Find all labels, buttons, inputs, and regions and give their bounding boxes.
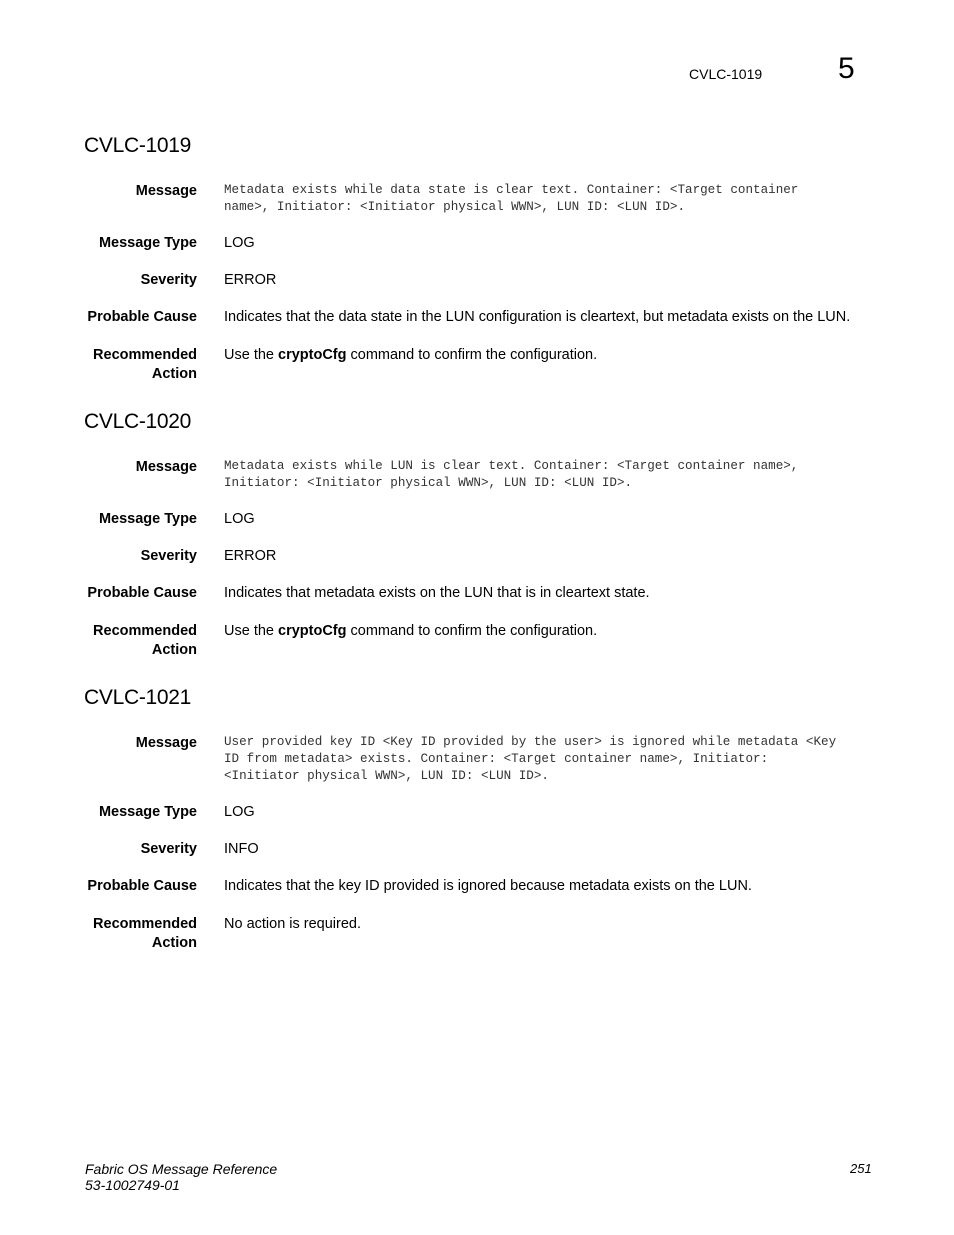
footer-page-number: 251	[850, 1161, 872, 1176]
severity-label: Severity	[140, 272, 197, 288]
message-type-value: LOG	[224, 804, 255, 820]
message-type-label: Message Type	[98, 511, 197, 527]
severity-label: Severity	[140, 841, 197, 857]
probable-cause-value: Indicates that metadata exists on the LUN that is in cleartext state.	[224, 585, 650, 601]
message-type-value: LOG	[224, 511, 255, 527]
recommended-action-value	[224, 346, 874, 365]
action-word: Action	[151, 935, 197, 951]
footer-doc-title: Fabric OS Message Reference	[85, 1161, 278, 1177]
command-name: cryptoCfg	[278, 347, 347, 363]
probable-cause-value: Indicates that the data state in the LUN configuration is cleartext, but metadata exists on the LUN.	[224, 309, 851, 325]
footer-doc-number: 53-1002749-01	[85, 1177, 180, 1193]
recommended-word: Recommended	[93, 916, 197, 932]
recommended-word: Recommended	[93, 623, 197, 639]
probable-cause-value: Indicates that the key ID provided is ignored because metadata exists on the LUN.	[224, 878, 752, 894]
action-word: Action	[151, 366, 197, 382]
footer-document-info	[85, 1161, 277, 1193]
recommended-action-label	[67, 346, 197, 384]
recommended-action-value: No action is required.	[224, 916, 362, 932]
message-text: Metadata exists while LUN is clear text. Container: <Target container name>, Initiator: <Initiator physical WWN>, LUN ID: <LUN ID>.	[224, 459, 799, 490]
severity-value: INFO	[224, 841, 259, 857]
severity-value: ERROR	[224, 548, 277, 564]
recommended-word: Recommended	[93, 347, 197, 363]
action-suffix: command to confirm the configuration.	[346, 623, 598, 639]
probable-cause-label: Probable Cause	[87, 309, 197, 325]
recommended-action-value	[224, 622, 874, 641]
message-label: Message	[135, 459, 197, 475]
action-suffix: command to confirm the configuration.	[346, 347, 598, 363]
message-label: Message	[135, 735, 197, 751]
probable-cause-label: Probable Cause	[87, 585, 197, 601]
severity-value: ERROR	[224, 272, 277, 288]
probable-cause-label: Probable Cause	[87, 878, 197, 894]
running-header-title: CVLC-1019	[689, 66, 763, 82]
entry-title: CVLC-1020	[84, 410, 192, 433]
command-name: cryptoCfg	[278, 623, 347, 639]
recommended-action-label	[67, 915, 197, 953]
entry-title: CVLC-1021	[84, 686, 192, 709]
message-type-label: Message Type	[98, 804, 197, 820]
message-label: Message	[135, 183, 197, 199]
message-text: Metadata exists while data state is clear text. Container: <Target container name>, Initiator: <Initiator physical WWN>, LUN ID: <LUN ID>.	[224, 183, 799, 214]
chapter-number: 5	[838, 52, 855, 85]
message-text: User provided key ID <Key ID provided by the user> is ignored while metadata <Key ID from metadata> exists. Container: <Target container name>, Initiator: <Initiator physical WWN>, LUN ID: <LUN ID>.	[224, 735, 837, 783]
entry-title: CVLC-1019	[84, 134, 192, 157]
action-word: Action	[151, 642, 197, 658]
severity-label: Severity	[140, 548, 197, 564]
recommended-action-label	[67, 622, 197, 660]
message-type-label: Message Type	[98, 235, 197, 251]
message-type-value: LOG	[224, 235, 255, 251]
action-prefix: Use the	[224, 347, 278, 363]
action-prefix: Use the	[224, 623, 278, 639]
